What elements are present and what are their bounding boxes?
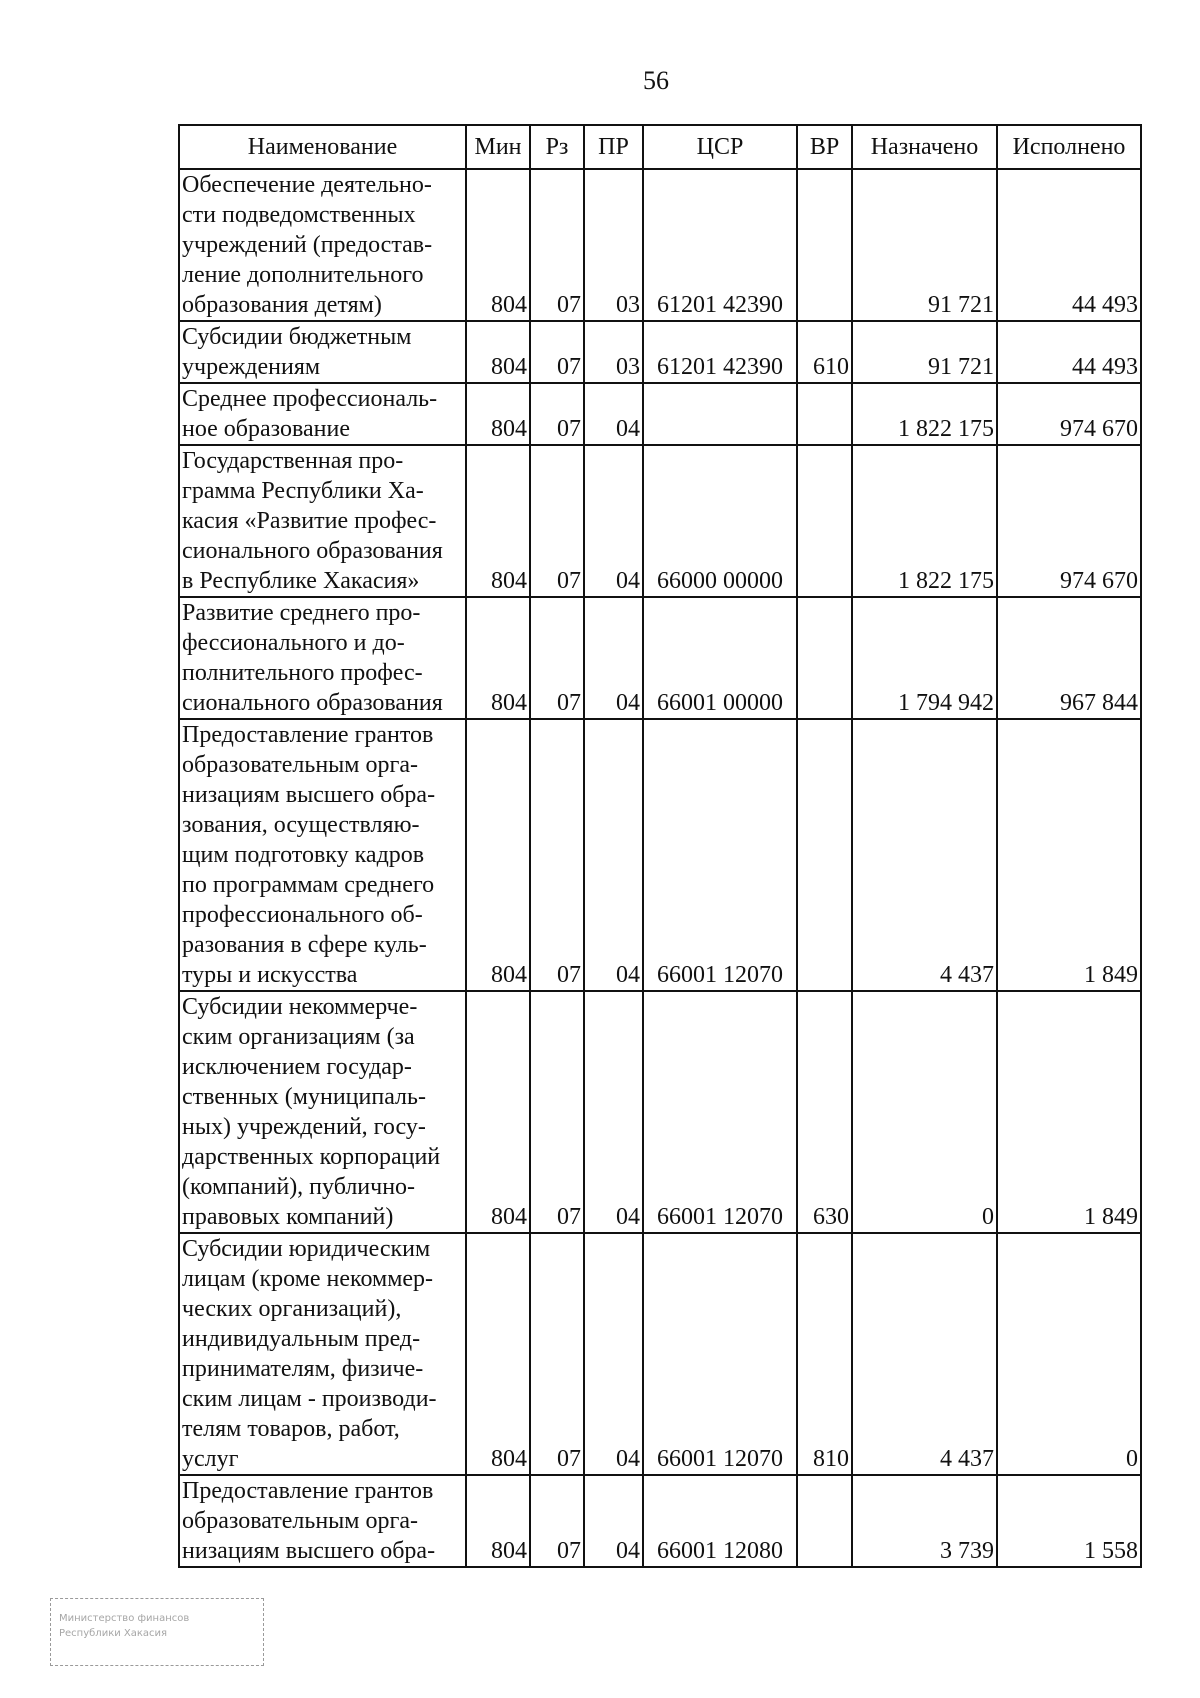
cell-executed: 1 849 xyxy=(997,991,1141,1233)
table-row xyxy=(179,383,1141,445)
table-row xyxy=(179,321,1141,383)
cell-name: Субсидии некоммерче- ским организациям (за исключением государ- ственных (муниципаль- ных) учреждений, госу- дарственных корпораций (компаний), публично- правовых компаний) xyxy=(179,991,466,1233)
table-row xyxy=(179,1233,1141,1475)
cell-vr xyxy=(797,445,852,597)
cell-min: 804 xyxy=(466,321,530,383)
table-row xyxy=(179,719,1141,991)
cell-name: Субсидии бюджетным учреждениям xyxy=(179,321,466,383)
cell-executed: 967 844 xyxy=(997,597,1141,719)
cell-pr: 04 xyxy=(584,597,643,719)
table-row xyxy=(179,597,1141,719)
cell-assigned: 4 437 xyxy=(852,1233,997,1475)
header-csr: ЦСР xyxy=(643,125,797,169)
table-row xyxy=(179,445,1141,597)
ministry-stamp: Министерство финансов Республики Хакасия xyxy=(50,1598,264,1666)
cell-assigned: 3 739 xyxy=(852,1475,997,1567)
cell-pr: 04 xyxy=(584,1233,643,1475)
cell-rz: 07 xyxy=(530,445,584,597)
cell-csr: 66001 12070 xyxy=(643,991,797,1233)
cell-assigned: 4 437 xyxy=(852,719,997,991)
table-row xyxy=(179,169,1141,321)
cell-pr: 04 xyxy=(584,719,643,991)
cell-assigned: 1 822 175 xyxy=(852,383,997,445)
cell-assigned: 1 794 942 xyxy=(852,597,997,719)
table-header-row xyxy=(179,125,1141,169)
cell-name: Обеспечение деятельно- сти подведомственных учреждений (предостав- ление дополнительного образования детям) xyxy=(179,169,466,321)
cell-pr: 04 xyxy=(584,1475,643,1567)
header-executed: Исполнено xyxy=(997,125,1141,169)
cell-rz: 07 xyxy=(530,169,584,321)
cell-rz: 07 xyxy=(530,1475,584,1567)
cell-csr xyxy=(643,383,797,445)
cell-assigned: 0 xyxy=(852,991,997,1233)
cell-rz: 07 xyxy=(530,597,584,719)
cell-csr: 66001 00000 xyxy=(643,597,797,719)
cell-name: Государственная про- грамма Республики Ха- касия «Развитие профес- сионального образования в Республике Хакасия» xyxy=(179,445,466,597)
cell-name: Предоставление грантов образовательным орга- низациям высшего обра- xyxy=(179,1475,466,1567)
header-pr: ПР xyxy=(584,125,643,169)
cell-rz: 07 xyxy=(530,321,584,383)
cell-vr: 810 xyxy=(797,1233,852,1475)
header-assigned: Назначено xyxy=(852,125,997,169)
cell-executed: 1 849 xyxy=(997,719,1141,991)
cell-rz: 07 xyxy=(530,383,584,445)
cell-vr xyxy=(797,169,852,321)
cell-executed: 44 493 xyxy=(997,169,1141,321)
cell-name: Среднее профессиональ- ное образование xyxy=(179,383,466,445)
cell-pr: 03 xyxy=(584,169,643,321)
cell-vr xyxy=(797,1475,852,1567)
cell-csr: 66001 12070 xyxy=(643,719,797,991)
cell-rz: 07 xyxy=(530,719,584,991)
cell-name: Предоставление грантов образовательным орга- низациям высшего обра- зования, осуществляю- щим подготовку кадров по программам среднего профессионального об- разования в сфере куль- туры и искусства xyxy=(179,719,466,991)
cell-vr xyxy=(797,597,852,719)
cell-csr: 66001 12070 xyxy=(643,1233,797,1475)
cell-executed: 44 493 xyxy=(997,321,1141,383)
header-min: Мин xyxy=(466,125,530,169)
cell-name: Развитие среднего про- фессионального и до- полнительного профес- сионального образования xyxy=(179,597,466,719)
cell-name: Субсидии юридическим лицам (кроме некоммер- ческих организаций), индивидуальным пред- принимателям, физиче- ским лицам - производи- телям товаров, работ, услуг xyxy=(179,1233,466,1475)
cell-min: 804 xyxy=(466,597,530,719)
cell-pr: 04 xyxy=(584,383,643,445)
cell-pr: 04 xyxy=(584,445,643,597)
cell-min: 804 xyxy=(466,1233,530,1475)
cell-vr xyxy=(797,719,852,991)
table-row xyxy=(179,991,1141,1233)
cell-min: 804 xyxy=(466,445,530,597)
cell-rz: 07 xyxy=(530,991,584,1233)
cell-assigned: 91 721 xyxy=(852,169,997,321)
page-number: 56 xyxy=(643,66,669,95)
cell-executed: 0 xyxy=(997,1233,1141,1475)
cell-rz: 07 xyxy=(530,1233,584,1475)
cell-vr xyxy=(797,383,852,445)
cell-executed: 974 670 xyxy=(997,445,1141,597)
cell-csr: 61201 42390 xyxy=(643,169,797,321)
cell-min: 804 xyxy=(466,991,530,1233)
cell-assigned: 91 721 xyxy=(852,321,997,383)
cell-vr: 630 xyxy=(797,991,852,1233)
cell-pr: 04 xyxy=(584,991,643,1233)
cell-min: 804 xyxy=(466,383,530,445)
header-rz: Рз xyxy=(530,125,584,169)
cell-min: 804 xyxy=(466,169,530,321)
cell-min: 804 xyxy=(466,1475,530,1567)
cell-csr: 66000 00000 xyxy=(643,445,797,597)
cell-pr: 03 xyxy=(584,321,643,383)
cell-executed: 974 670 xyxy=(997,383,1141,445)
cell-vr: 610 xyxy=(797,321,852,383)
header-vr: ВР xyxy=(797,125,852,169)
cell-min: 804 xyxy=(466,719,530,991)
cell-executed: 1 558 xyxy=(997,1475,1141,1567)
table-row xyxy=(179,1475,1141,1567)
budget-table xyxy=(178,124,1142,1568)
cell-csr: 61201 42390 xyxy=(643,321,797,383)
cell-csr: 66001 12080 xyxy=(643,1475,797,1567)
cell-assigned: 1 822 175 xyxy=(852,445,997,597)
header-name: Наименование xyxy=(179,125,466,169)
